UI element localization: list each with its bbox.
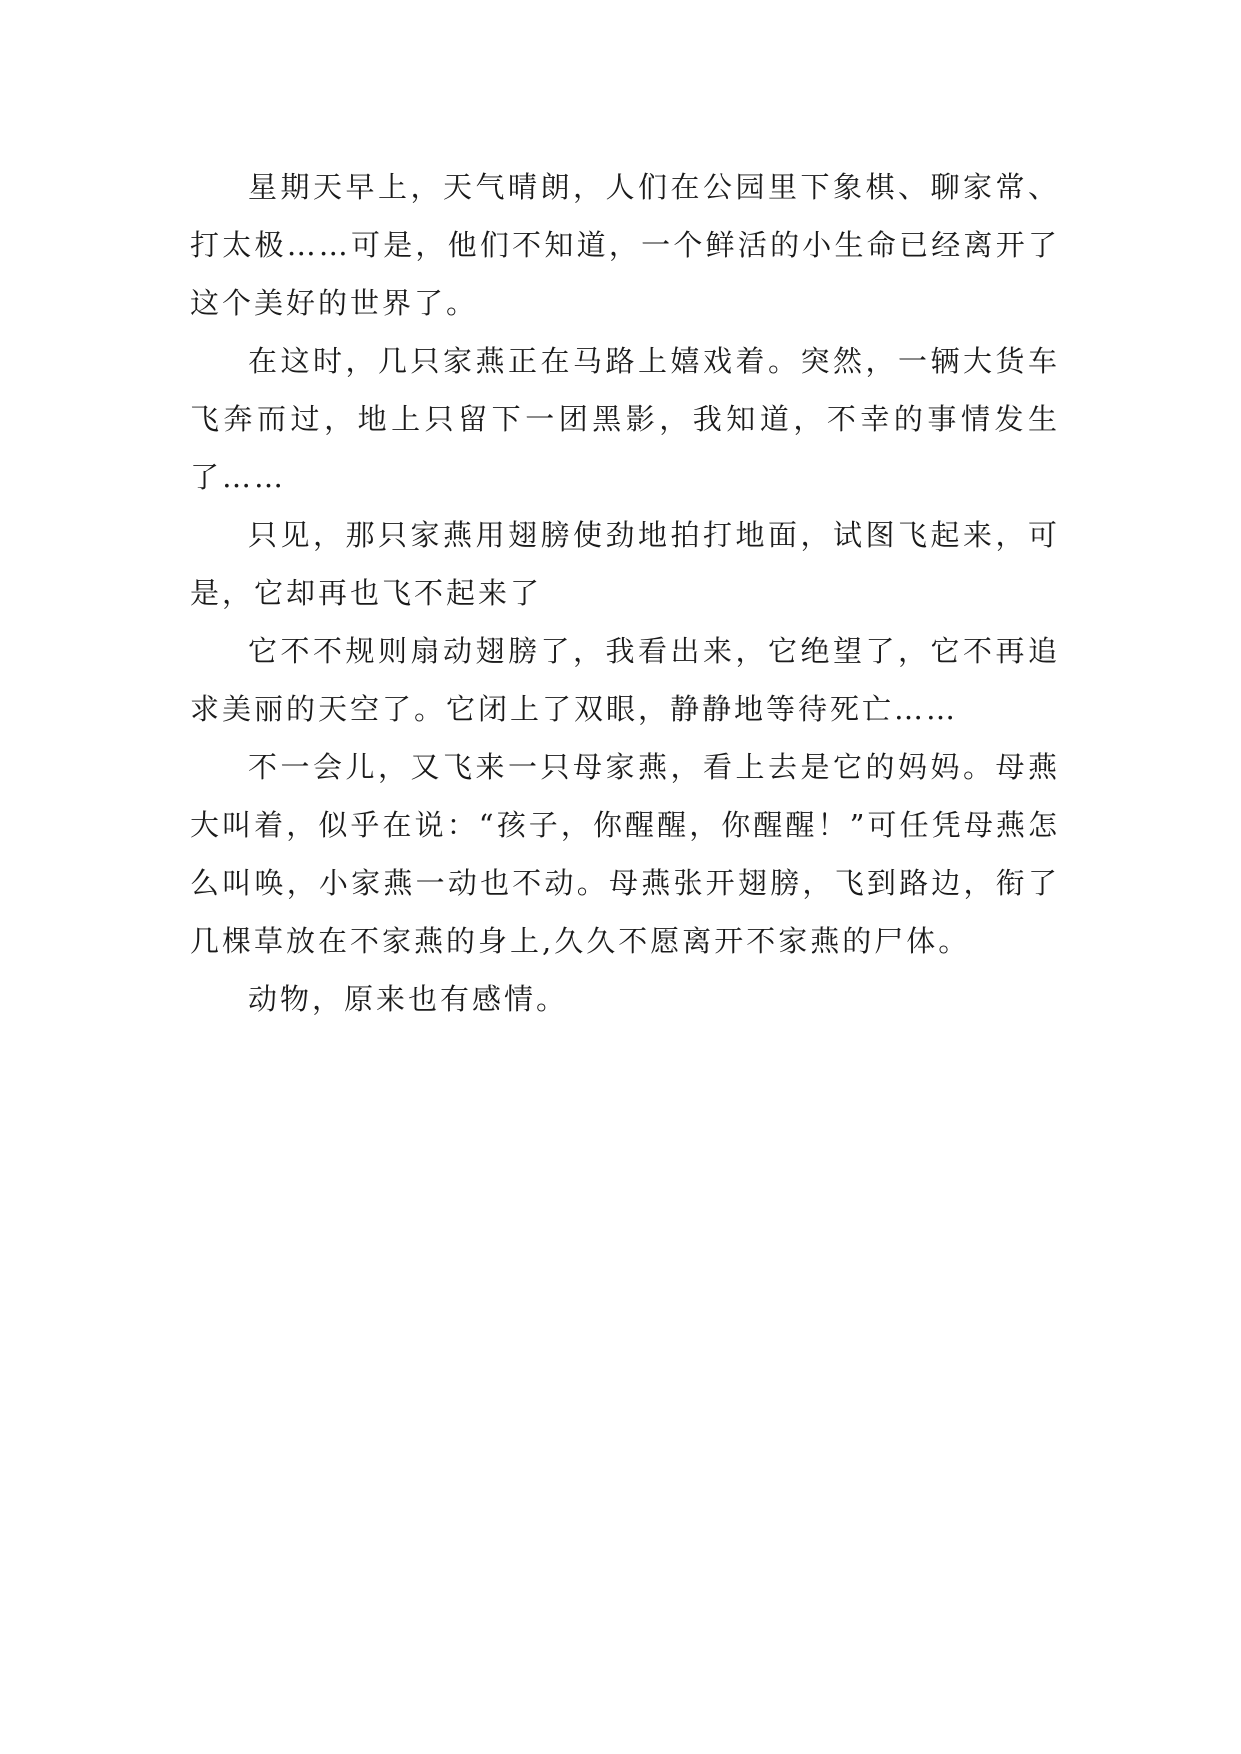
- paragraph: 不一会儿，又飞来一只母家燕，看上去是它的妈妈。母燕大叫着，似乎在说：“孩子，你醒醒，你醒醒！”可任凭母燕怎么叫唤，小家燕一动也不动。母燕张开翅膀，飞到路边，衔了几棵草放在不家燕的身上,久久不愿离开不家燕的尸体。: [190, 750, 1060, 958]
- paragraph: 动物，原来也有感情。: [248, 982, 569, 1016]
- paragraph: 只见，那只家燕用翅膀使劲地拍打地面，试图飞起来，可是，它却再也飞不起来了: [190, 518, 1060, 610]
- paragraph: 星期天早上，天气晴朗，人们在公园里下象棋、聊家常、打太极……可是，他们不知道，一个鲜活的小生命已经离开了这个美好的世界了。: [190, 170, 1060, 320]
- paragraph: 在这时，几只家燕正在马路上嬉戏着。突然，一辆大货车飞奔而过，地上只留下一团黑影，我知道，不幸的事情发生了……: [190, 344, 1060, 494]
- paragraph: 它不不规则扇动翅膀了，我看出来，它绝望了，它不再追求美丽的天空了。它闭上了双眼，静静地等待死亡……: [190, 634, 1060, 726]
- document-body: [190, 158, 1060, 1028]
